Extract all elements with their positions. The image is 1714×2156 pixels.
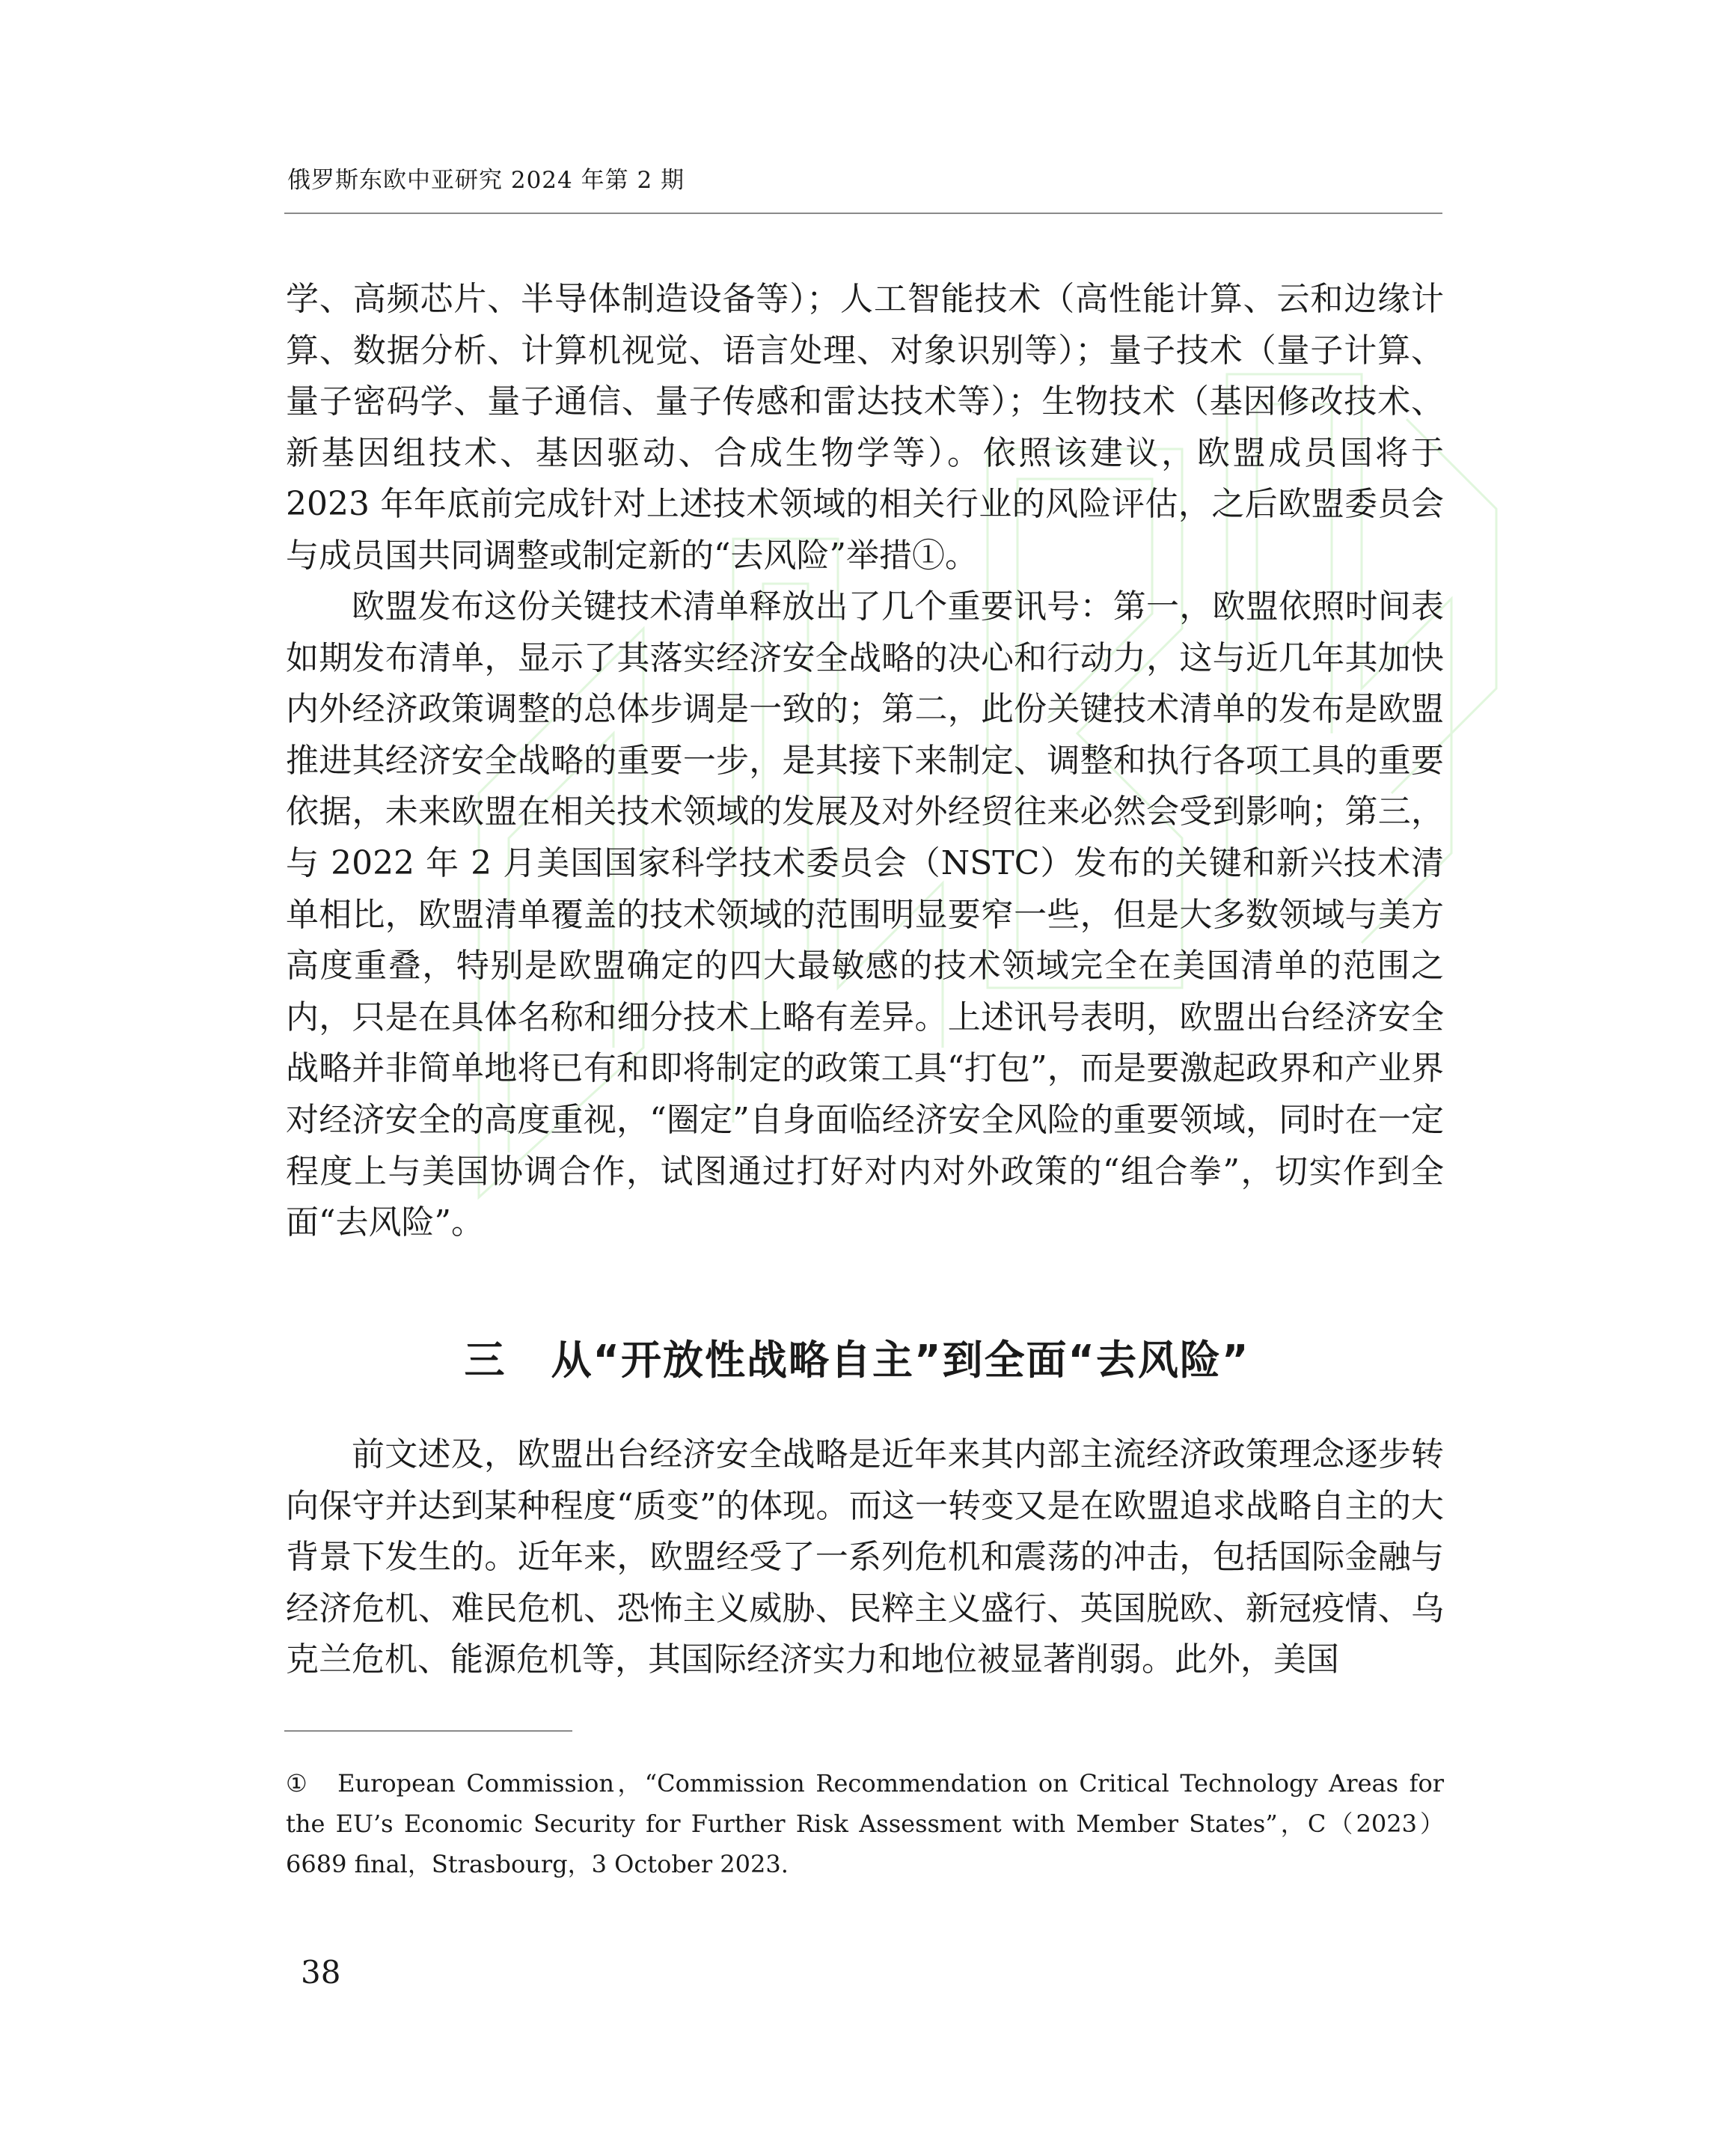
section-title: 从“开放性战略自主”到全面“去风险” <box>551 1337 1250 1384</box>
body-paragraph: 学、高频芯片、半导体制造设备等）；人工智能技术（高性能计算、云和边缘计算、数据分析、计算机视觉、语言处理、对象识别等）；量子技术（量子计算、量子密码学、量子通信、量子传感和雷达技术等）；生物技术（基因修改技术、新基因组技术、基因驱动、合成生物学等）。依照该建议，欧盟成员国将于 2023 年年底前完成针对上述技术领域的相关行业的风险评估，之后欧盟委员会与成员国共同调整或制定新的“去风险”举措①。 <box>286 280 1444 575</box>
header-divider <box>284 213 1442 214</box>
body-paragraph: 前文述及，欧盟出台经济安全战略是近年来其内部主流经济政策理念逐步转向保守并达到某种程度“质变”的体现。而这一转变又是在欧盟追求战略自主的大背景下发生的。近年来，欧盟经受了一系列危机和震荡的冲击，包括国际金融与经济危机、难民危机、恐怖主义威胁、民粹主义盛行、英国脱欧、新冠疫情、乌克兰危机、能源危机等，其国际经济实力和地位被显著削弱。此外，美国 <box>286 1435 1444 1679</box>
footnote <box>286 1763 1444 1884</box>
body-paragraph: 欧盟发布这份关键技术清单释放出了几个重要讯号：第一，欧盟依照时间表如期发布清单，显示了其落实经济安全战略的决心和行动力，这与近几年其加快内外经济政策调整的总体步调是一致的；第二，此份关键技术清单的发布是欧盟推进其经济安全战略的重要一步，是其接下来制定、调整和执行各项工具的重要依据，未来欧盟在相关技术领域的发展及对外经贸往来必然会受到影响；第三，与 2022 年 2 月美国国家科学技术委员会（NSTC）发布的关键和新兴技术清单相比，欧盟清单覆盖的技术领域的范围明显要窄一些，但是大多数领域与美方高度重叠，特别是欧盟确定的四大最敏感的技术领域完全在美国清单的范围之内，只是在具体名称和细分技术上略有差异。上述讯号表明，欧盟出台经济安全战略并非简单地将已有和即将制定的政策工具“打包”，而是要激起政界和产业界对经济安全的高度重视，“圈定”自身面临经济安全风险的重要领域，同时在一定程度上与美国协调合作，试图通过打好对内对外政策的“组合拳”，切实作到全面“去风险”。 <box>286 587 1444 1242</box>
running-header: 俄罗斯东欧中亚研究 2024 年第 2 期 <box>287 167 685 194</box>
footnote-marker: ① <box>286 1769 311 1798</box>
section-number: 三 <box>464 1337 506 1384</box>
page-number: 38 <box>301 1954 341 1991</box>
footnote-divider <box>284 1730 572 1732</box>
footnote-text: European Commission，“Commission Recommendation on Critical Technology Areas for the EU’s Economic Security for Further Risk Assessment with Member States”，C（2023）6689 final，Strasbourg，3 October 2023. <box>286 1769 1445 1878</box>
section-heading <box>0 1328 1714 1386</box>
